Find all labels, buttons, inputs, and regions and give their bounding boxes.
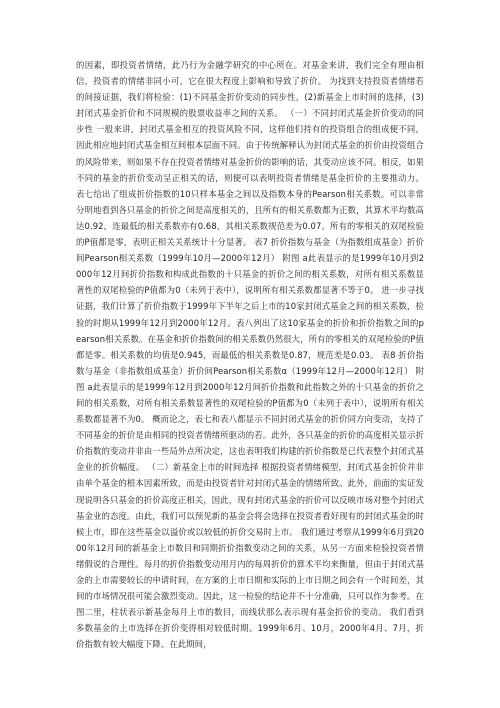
body-text: 的因素，即投资者情绪，此乃行为金融学研究的中心所在。对基金来讲，我们完全有理由相信，投资者的情绪非同小可，它在很大程度上影响和导致了折价。 为找到支持投资者情绪若的间接证据，我们将检验：(1)不同基金折价变动的同步性，(2)新基金上市时间的选择，(3)封闭式基金折价和不同规模的股票收益率之间的关系。 （一）不同封闭式基金折价变动的同步性 一般来讲，封闭式基金相互的投资风险不同，这样他们持有的投资组合的组成便不同，因此相应地封闭式基金相互间根本层面不同。由于传统解释认为封闭式基金的折价由投资组合的风险带来，则如果不存在投资者情绪对基金折价的影响的话，其变动应该不同。相反，如果不同的基金的折价变动呈正相关的话，则便可以表明投资者情绪是基金折价的主要推动力。 表七给出了组成折价指数的10只样本基金之间以及指数本身的Pearson相关系数。可以非常分明地看到各只基金的折价之间是高度相关的，且所有的相关系数都为正数，其算术平均数高达0.92，连最低的相关系数亦有0.68，其相关系数规范差为0.07。所有的零相关的双尾检验的P值都是零，表明正相关关系统计十分显著。 表7 折价指数与基金（为指数组成基金）折价间Pearson相关系数（1999年10月—2000年12月） 附图 a此表显示的是1999年10月到2000年12月间折价指数和构成此指数的十只基金的折价之间的相关系数，对所有相关系数显著性的双尾检验的P值都为0（未列于表中），说明所有相关系数都显著不等于0。 进一步寻找证据，我们计算了折价指数于1999年下半年之后上市的10家封闭式基金之间的相关系数，检验的时期从1999年12月到2000年12月。表八列出了这10家基金的折价和折价指数之间的pearson相关系数。在基金和折价指数间的相关系数仍然很大，所有的零相关的双尾检验的P值都是零。相关系数的均值是0.945，而最低的相关系数是0.87，规范差是0.03。 表8 折价指数与基金（非指数组成基金）折价间Pearson相关系数α（1999年12月—2000年12月） 附图 a此表显示的是1999年12月到2000年12月间折价指数和此指数之外的十只基金的折价之间的相关系数，对所有相关系数显著性的双尾检验的P值都为0（未列于表中），说明所有相关系数都显著不为0。 概而论之，表七和表八都显示不同封闭式基金的折价同方向变动，支持了不同基金的折价是由相同的投资者情绪所驱动的若。此外，各只基金的折价的高度相关显示折价指数的变动并非由一些局外点所决定，这也表明我们构建的折价指数是已代表整个封闭式基金业的折价幅度。 （二）新基金上市的时间选择 根据投资者情绪模型，封闭式基金折价并非由单个基金的根本因素所致，而是由投资者针对封闭式基金的情绪所致。此外，前面的实证发现说明各只基金的折价高度正相关，因此，现有封闭式基金的折价可以反映市场对整个封闭式基金业的态度。由此，我们可以预见新的基金会将会选择在投资者看好现有的封闭式基金的时候上市，即在这些基金以溢价或以较低的折价交易时上市。 我们通过考察从1999年6月到2000年12月间的新基金上市数目和同期折价指数变动之间的关系，从另一方面来检验投资者情绪假说的合理性。每月的折价指数变动用月内的每周折价的算术平均来衡量，但由于封闭式基金的上市需要较长的申请时间，在方案的上市日期和实际的上市日期之间会有一个时间差，其间的市场情况很可能会激烈变动。因此，这一检验的结论并不十分准确，只可以作为参考。在图二里，柱状表示新基金每月上市的数目，而线状那么表示现有基金折价的变动。 我们看到多数基金的上市选择在折价变得相对较低时期。1999年6月、10月，2000年4月、7月，折价指数有较大幅度下降。在此期间，: [76, 60, 424, 650]
document-body: [76, 57, 424, 652]
